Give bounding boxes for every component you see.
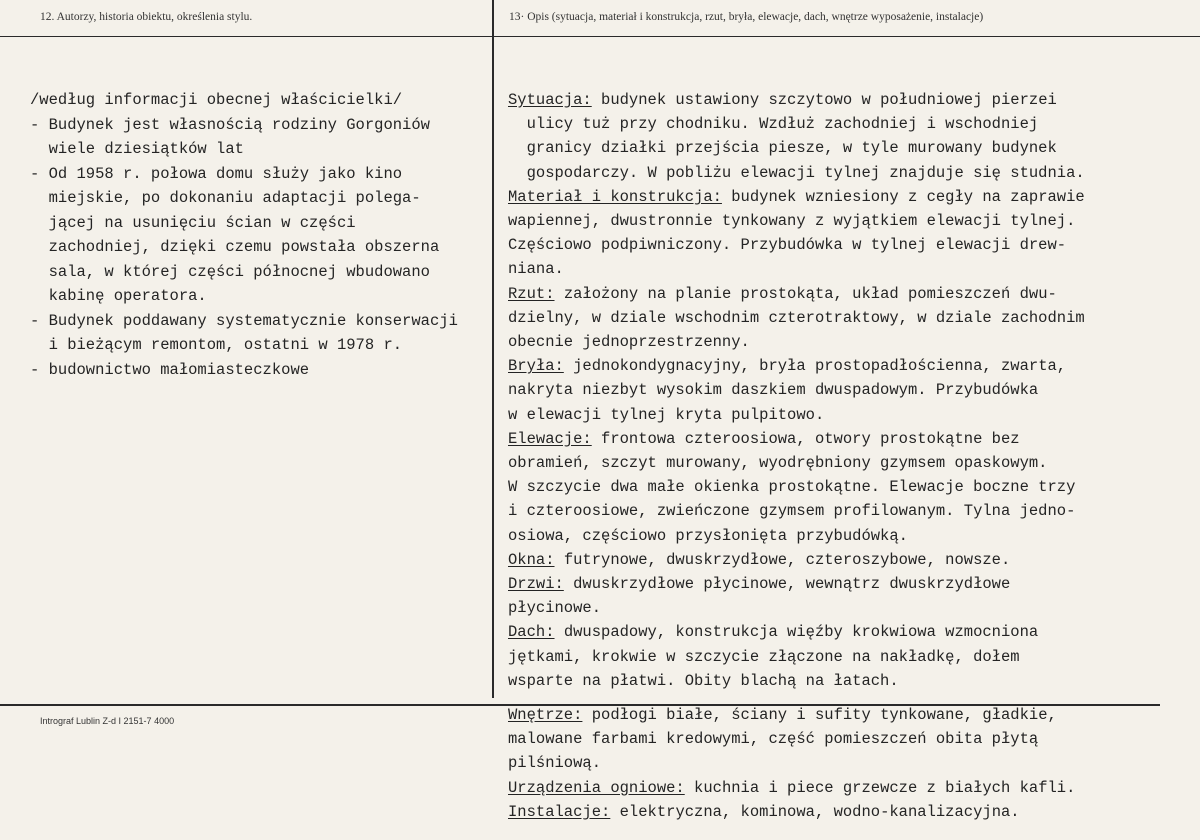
- description-line: [508, 282, 1057, 306]
- description-text: wapiennej, dwustronnie tynkowany z wyjątkiem elewacji tylnej.: [508, 212, 1076, 230]
- description-text: kuchnia i piece grzewcze z białych kafli.: [684, 778, 1076, 797]
- section-label: Urządzenia ogniowe:: [508, 778, 685, 797]
- description-text: frontowa czteroosiowa, otwory prostokątne bez: [591, 429, 1020, 448]
- description-text: dzielny, w dziale wschodnim czterotraktowy, w dziale zachodnim: [508, 308, 1085, 327]
- section-label: Dach:: [508, 623, 555, 642]
- description-line: [508, 572, 1010, 596]
- section-label: Bryła:: [508, 357, 564, 376]
- description-line: [508, 136, 1057, 160]
- header-divider: [0, 36, 1200, 37]
- description-text: budynek wzniesiony z cegły na zaprawie: [721, 187, 1085, 206]
- printer-imprint: Intrograf Lublin Z-d I 2151-7 4000: [40, 716, 175, 726]
- description-line: [508, 185, 1085, 209]
- history-line: jącej na usunięciu ścian w części: [30, 213, 356, 232]
- description-text: elektryczna, kominowa, wodno-kanalizacyjna.: [610, 802, 1020, 821]
- history-line: - budownictwo małomiasteczkowe: [30, 360, 310, 379]
- description-line: [508, 330, 750, 354]
- description-text: nakryta niezbyt wysokim daszkiem dwuspadowym. Przybudówka: [508, 381, 1039, 400]
- section-label: Elewacje:: [508, 429, 592, 448]
- section-label: Drzwi:: [508, 575, 564, 593]
- description-text: dwuskrzydłowe płycinowe, wewnątrz dwuskrzydłowe: [563, 575, 1011, 593]
- section-label: Sytuacja:: [508, 91, 592, 109]
- description-line: [508, 776, 1075, 800]
- history-line: - Budynek jest własnością rodziny Gorgoniów: [30, 115, 430, 134]
- section-13-header: 13· Opis (sytuacja, materiał i konstrukcja, rzut, bryła, elewacje, dach, wnętrze wyposażenie, instalacje): [509, 11, 984, 23]
- description-line: [508, 703, 1057, 727]
- description-line: [508, 112, 1038, 136]
- description-text: gospodarczy. W pobliżu elewacji tylnej znajduje się studnia.: [508, 163, 1085, 182]
- description-text: obecnie jednoprzestrzenny.: [508, 333, 750, 351]
- description-text: płycinowe.: [508, 599, 602, 618]
- history-line: /według informacji obecnej właścicielki/: [30, 91, 403, 109]
- description-text: budynek ustawiony szczytowo w południowej pierzei: [591, 91, 1057, 109]
- description-line: [508, 524, 908, 548]
- history-line: - Od 1958 r. połowa domu służy jako kino: [30, 164, 403, 183]
- section-label: Okna:: [508, 550, 555, 569]
- description-text: obramień, szczyt murowany, wyodrębniony gzymsem opaskowym.: [508, 454, 1048, 472]
- description-line: [508, 669, 899, 693]
- history-line: - Budynek poddawany systematycznie konserwacji: [30, 311, 458, 330]
- description-text: malowane farbami kredowymi, część pomieszczeń obita płytą: [508, 730, 1039, 749]
- description-line: [508, 596, 601, 620]
- section-label: Wnętrze:: [508, 706, 583, 724]
- description-line: [508, 378, 1038, 402]
- description-text: i czteroosiowe, zwieńczone gzymsem profilowanym. Tylna jedno-: [508, 502, 1076, 521]
- column-divider: [492, 0, 494, 698]
- description-text: jętkami, krokwie w szczycie złączone na nakładkę, dołem: [508, 647, 1020, 666]
- description-text: wsparte na płatwi. Obity blachą na łatach.: [508, 671, 899, 690]
- description-line: [508, 800, 1020, 824]
- description-text: w elewacji tylnej kryta pulpitowo.: [508, 405, 825, 424]
- description-text: futrynowe, dwuskrzydłowe, czteroszybowe, nowsze.: [554, 550, 1011, 569]
- description-text: dwuspadowy, konstrukcja więźby krokwiowa wzmocniona: [554, 623, 1039, 642]
- section-12-header: 12. Autorzy, historia obiektu, określenia stylu.: [40, 11, 253, 23]
- description-text: pilśniową.: [508, 754, 602, 773]
- description-line: [508, 403, 824, 427]
- history-line: kabinę operatora.: [30, 287, 207, 305]
- description-line: [508, 427, 1020, 451]
- description-text: W szczycie dwa małe okienka prostokątne. Elewacje boczne trzy: [508, 478, 1076, 497]
- description-text: osiowa, częściowo przysłonięta przybudówką.: [508, 526, 908, 545]
- history-line: zachodniej, dzięki czemu powstała obszerna: [30, 238, 440, 256]
- description-line: [508, 88, 1057, 112]
- description-line: [508, 751, 601, 775]
- description-line: [508, 257, 564, 281]
- description-line: [508, 209, 1075, 233]
- description-line: [508, 727, 1038, 751]
- history-line: sala, w której części północnej wbudowano: [30, 262, 430, 281]
- description-line: [508, 620, 1038, 644]
- description-line: [508, 475, 1075, 499]
- description-line: [508, 548, 1010, 572]
- section-label: Instalacje:: [508, 802, 611, 821]
- description-line: [508, 233, 1066, 257]
- description-text: granicy działki przejścia piesze, w tyle murowany budynek: [508, 139, 1057, 158]
- description-line: [508, 451, 1048, 475]
- description-line: [508, 645, 1020, 669]
- history-line: wiele dziesiątków lat: [30, 140, 244, 158]
- description-line: [508, 161, 1085, 185]
- description-text: ulicy tuż przy chodniku. Wzdłuż zachodniej i wschodniej: [508, 115, 1039, 134]
- description-text: założony na planie prostokąta, układ pomieszczeń dwu-: [554, 284, 1057, 303]
- history-line: i bieżącym remontom, ostatni w 1978 r.: [30, 336, 403, 354]
- description-text: podłogi białe, ściany i sufity tynkowane, gładkie,: [582, 706, 1057, 724]
- description-line: [508, 354, 1066, 378]
- history-line: miejskie, po dokonaniu adaptacji polega-: [30, 189, 421, 207]
- section-label: Rzut:: [508, 284, 555, 303]
- description-text: niana.: [508, 260, 564, 279]
- description-line: [508, 306, 1085, 330]
- section-label: Materiał i konstrukcja:: [508, 187, 722, 206]
- description-text: Częściowo podpiwniczony. Przybudówka w tylnej elewacji drew-: [508, 236, 1067, 255]
- description-text: jednokondygnacyjny, bryła prostopadłościenna, zwarta,: [563, 357, 1067, 376]
- description-line: [508, 499, 1075, 523]
